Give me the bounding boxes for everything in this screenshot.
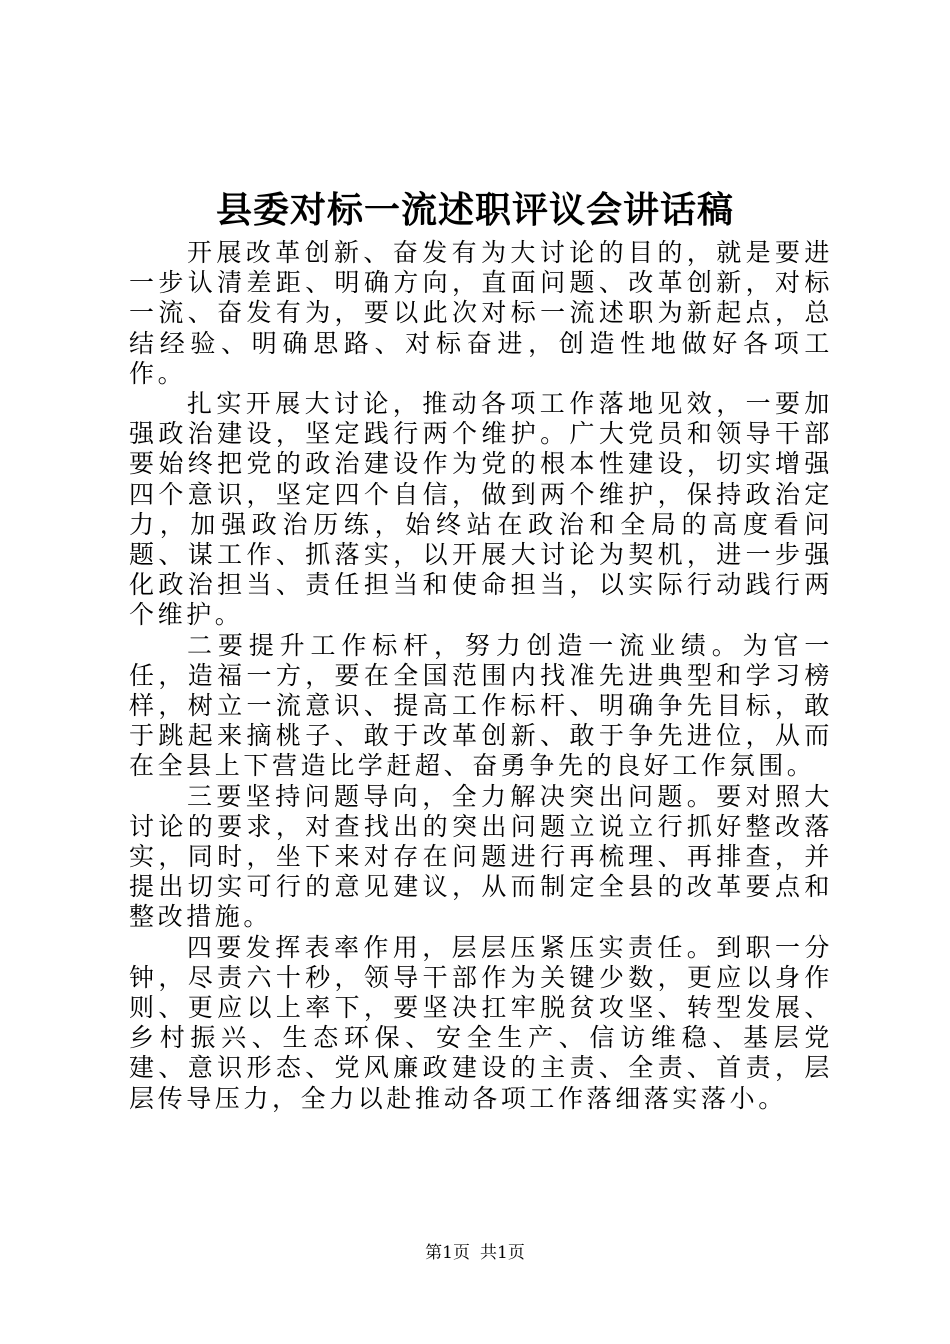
paragraph-political-construction: 扎实开展大讨论，推动各项工作落地见效，一要加强政治建设，坚定践行两个维护。广大党员和领导干部要始终把党的政治建设作为党的根本性建设，切实增强四个意识，坚定四个自信，做到两个维护，保持政治定力，加强政治历练，始终站在政治和全局的高度看问题、谋工作、抓落实，以开展大讨论为契机，进一步强化政治担当、责任担当和使命担当，以实际行动践行两个维护。 xyxy=(129,389,833,630)
document-body xyxy=(129,238,833,1114)
paragraph-work-benchmark: 二要提升工作标杆，努力创造一流业绩。为官一任，造福一方，要在全国范围内找准先进典型和学习榜样，树立一流意识、提高工作标杆、明确争先目标，敢于跳起来摘桃子、敢于改革创新、敢于争先进位，从而在全县上下营造比学赶超、奋勇争先的良好工作氛围。 xyxy=(129,630,833,781)
page-footer xyxy=(0,1242,950,1264)
page-number: 第1页 xyxy=(425,1243,470,1263)
paragraph-problem-orientation: 三要坚持问题导向，全力解决突出问题。要对照大讨论的要求，对查找出的突出问题立说立行抓好整改落实，同时，坐下来对存在问题进行再梳理、再排查，并提出切实可行的意见建议，从而制定全县的改革要点和整改措施。 xyxy=(129,781,833,932)
paragraph-intro: 开展改革创新、奋发有为大讨论的目的，就是要进一步认清差距、明确方向，直面问题、改革创新，对标一流、奋发有为，要以此次对标一流述职为新起点，总结经验、明确思路、对标奋进，创造性地做好各项工作。 xyxy=(129,238,833,388)
page-total: 共1页 xyxy=(480,1243,525,1263)
document-title: 县委对标一流述职评议会讲话稿 xyxy=(215,189,734,231)
paragraph-exemplary-role: 四要发挥表率作用，层层压紧压实责任。到职一分钟，尽责六十秒，领导干部作为关键少数，更应以身作则、更应以上率下，要坚决扛牢脱贫攻坚、转型发展、乡村振兴、生态环保、安全生产、信访维稳、基层党建、意识形态、党风廉政建设的主责、全责、首责，层层传导压力，全力以赴推动各项工作落细落实落小。 xyxy=(129,932,833,1113)
